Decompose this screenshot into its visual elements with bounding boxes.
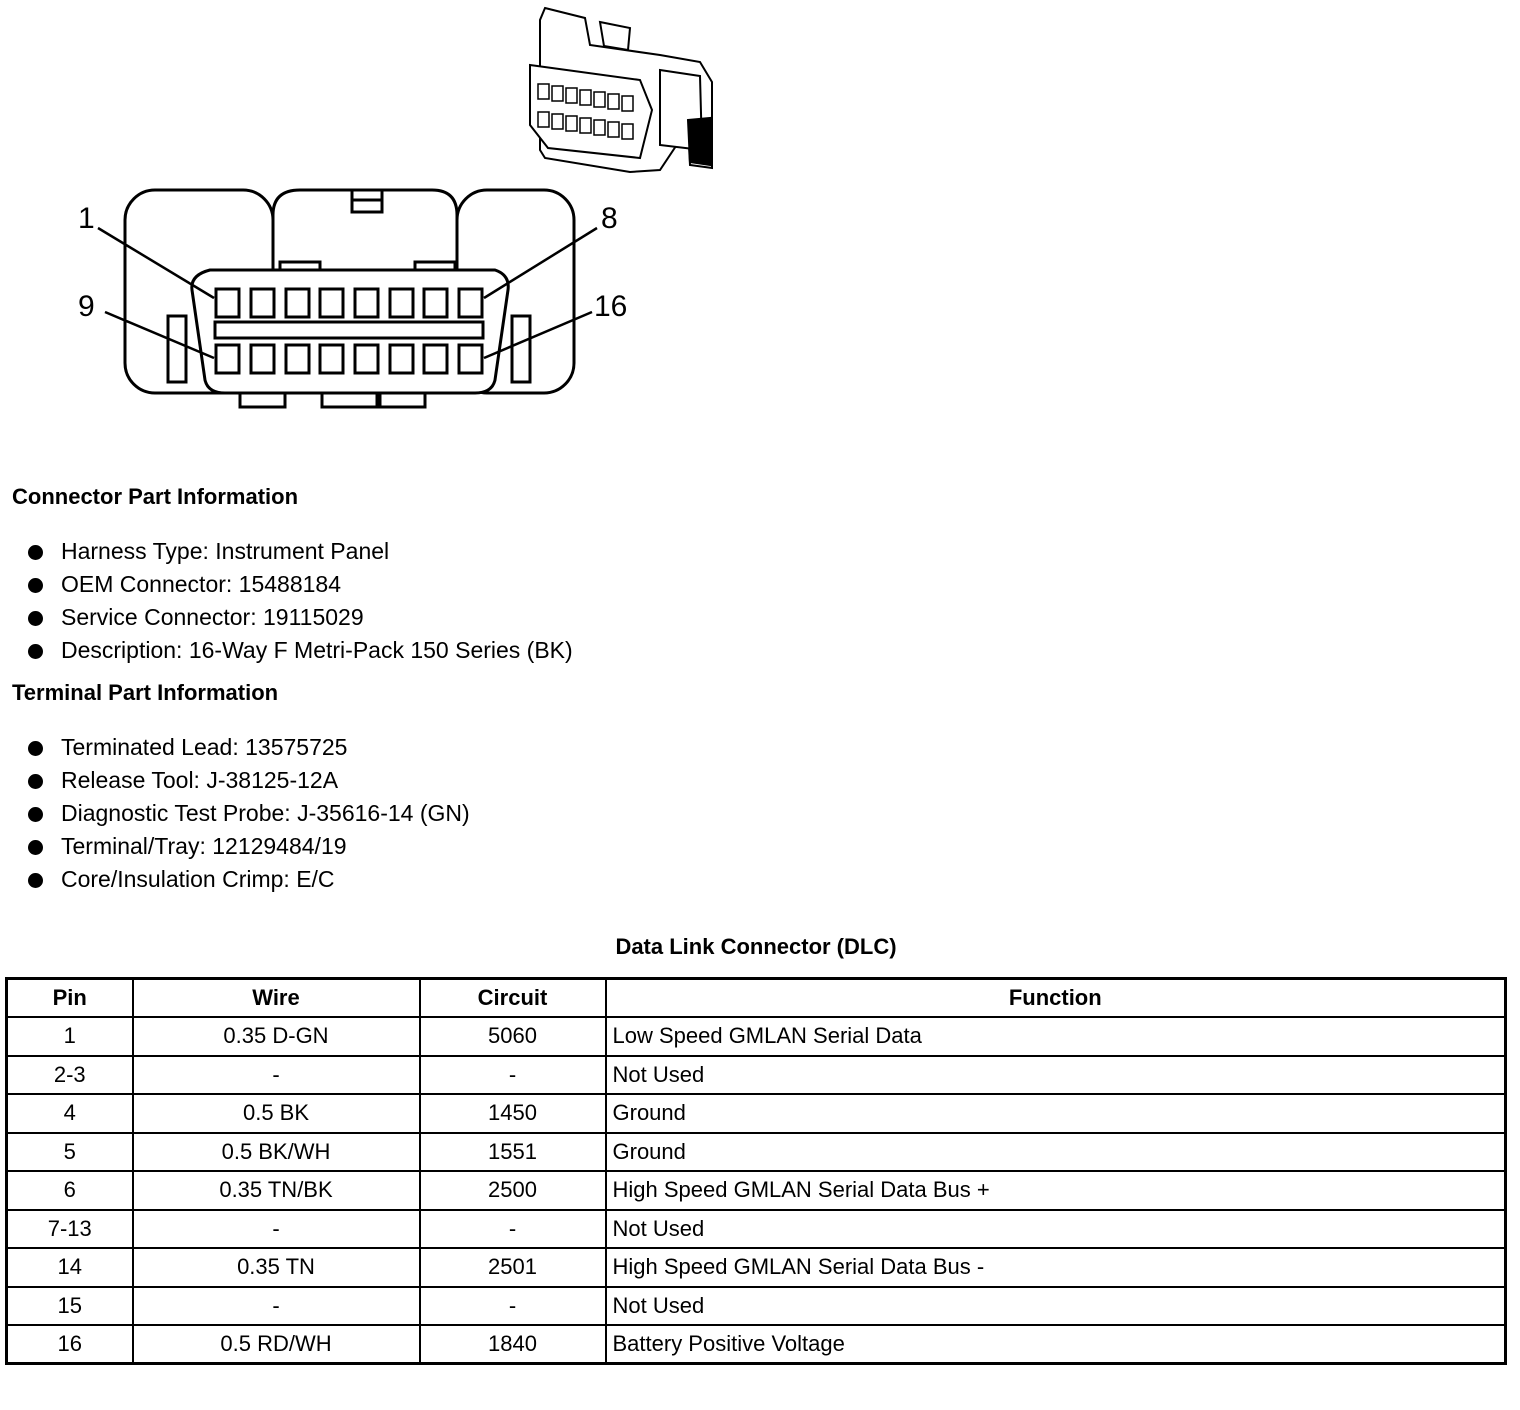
connector-diagram — [0, 0, 1520, 460]
cell-wire: - — [133, 1287, 420, 1326]
cell-pin: 4 — [7, 1094, 133, 1133]
cell-function: Not Used — [606, 1056, 1506, 1095]
cell-pin: 14 — [7, 1248, 133, 1287]
cell-circuit: 2500 — [420, 1171, 606, 1210]
bullet-icon — [28, 578, 43, 593]
cell-function: Battery Positive Voltage — [606, 1325, 1506, 1364]
table-row — [7, 1171, 1506, 1210]
connector-info-list — [28, 535, 573, 667]
table-row — [7, 1056, 1506, 1095]
cell-pin: 2-3 — [7, 1056, 133, 1095]
list-item — [28, 731, 470, 764]
header-wire: Wire — [133, 979, 420, 1018]
table-row — [7, 1325, 1506, 1364]
cell-function: Not Used — [606, 1287, 1506, 1326]
cell-pin: 6 — [7, 1171, 133, 1210]
cell-wire: 0.5 RD/WH — [133, 1325, 420, 1364]
list-item — [28, 535, 573, 568]
dlc-table — [5, 977, 1507, 1365]
header-circuit: Circuit — [420, 979, 606, 1018]
pin-label-1: 1 — [78, 202, 95, 235]
cell-wire: - — [133, 1210, 420, 1249]
cell-wire: - — [133, 1056, 420, 1095]
bullet-icon — [28, 774, 43, 789]
table-row — [7, 1287, 1506, 1326]
bullet-icon — [28, 741, 43, 756]
cell-circuit: 1551 — [420, 1133, 606, 1172]
pin-label-8: 8 — [601, 202, 618, 235]
cell-function: Not Used — [606, 1210, 1506, 1249]
table-caption: Data Link Connector (DLC) — [615, 934, 897, 959]
table-header-row — [7, 979, 1506, 1018]
cell-function: Ground — [606, 1094, 1506, 1133]
table-row — [7, 1210, 1506, 1249]
cell-function: Low Speed GMLAN Serial Data — [606, 1017, 1506, 1056]
list-item-text: OEM Connector: 15488184 — [61, 571, 342, 597]
cell-function: High Speed GMLAN Serial Data Bus + — [606, 1171, 1506, 1210]
cell-function: High Speed GMLAN Serial Data Bus - — [606, 1248, 1506, 1287]
cell-wire: 0.5 BK/WH — [133, 1133, 420, 1172]
bullet-icon — [28, 873, 43, 888]
list-item — [28, 634, 573, 667]
connector-info-title: Connector Part Information — [12, 484, 299, 509]
connector-3d-view — [530, 8, 712, 172]
cell-pin: 5 — [7, 1133, 133, 1172]
list-item — [28, 797, 470, 830]
cell-circuit: 1840 — [420, 1325, 606, 1364]
cell-pin: 7-13 — [7, 1210, 133, 1249]
bullet-icon — [28, 545, 43, 560]
list-item — [28, 863, 470, 896]
list-item-text: Description: 16-Way F Metri-Pack 150 Series (BK) — [61, 637, 573, 663]
list-item-text: Terminal/Tray: 12129484/19 — [61, 833, 347, 859]
list-item-text: Diagnostic Test Probe: J-35616-14 (GN) — [61, 800, 470, 826]
list-item — [28, 568, 573, 601]
cell-wire: 0.35 D-GN — [133, 1017, 420, 1056]
list-item-text: Core/Insulation Crimp: E/C — [61, 866, 335, 892]
bullet-icon — [28, 807, 43, 822]
table-row — [7, 1094, 1506, 1133]
table-row — [7, 1017, 1506, 1056]
header-pin: Pin — [7, 979, 133, 1018]
cell-wire: 0.35 TN/BK — [133, 1171, 420, 1210]
cell-pin: 15 — [7, 1287, 133, 1326]
list-item — [28, 601, 573, 634]
cell-wire: 0.5 BK — [133, 1094, 420, 1133]
list-item — [28, 830, 470, 863]
bullet-icon — [28, 644, 43, 659]
bullet-icon — [28, 840, 43, 855]
terminal-info-title: Terminal Part Information — [12, 680, 279, 705]
cell-wire: 0.35 TN — [133, 1248, 420, 1287]
cell-circuit: - — [420, 1056, 606, 1095]
cell-pin: 1 — [7, 1017, 133, 1056]
cell-circuit: 5060 — [420, 1017, 606, 1056]
pin-label-16: 16 — [594, 290, 628, 323]
bullet-icon — [28, 611, 43, 626]
list-item-text: Service Connector: 19115029 — [61, 604, 364, 630]
cell-circuit: - — [420, 1210, 606, 1249]
pin-label-9: 9 — [78, 290, 95, 323]
cell-circuit: - — [420, 1287, 606, 1326]
cell-function: Ground — [606, 1133, 1506, 1172]
table-row — [7, 1133, 1506, 1172]
connector-front-view — [125, 190, 574, 407]
cell-pin: 16 — [7, 1325, 133, 1364]
cell-circuit: 2501 — [420, 1248, 606, 1287]
terminal-info-list — [28, 731, 470, 896]
header-function: Function — [606, 979, 1506, 1018]
list-item-text: Release Tool: J-38125-12A — [61, 767, 339, 793]
list-item-text: Terminated Lead: 13575725 — [61, 734, 348, 760]
list-item — [28, 764, 470, 797]
cell-circuit: 1450 — [420, 1094, 606, 1133]
table-row — [7, 1248, 1506, 1287]
list-item-text: Harness Type: Instrument Panel — [61, 538, 390, 564]
